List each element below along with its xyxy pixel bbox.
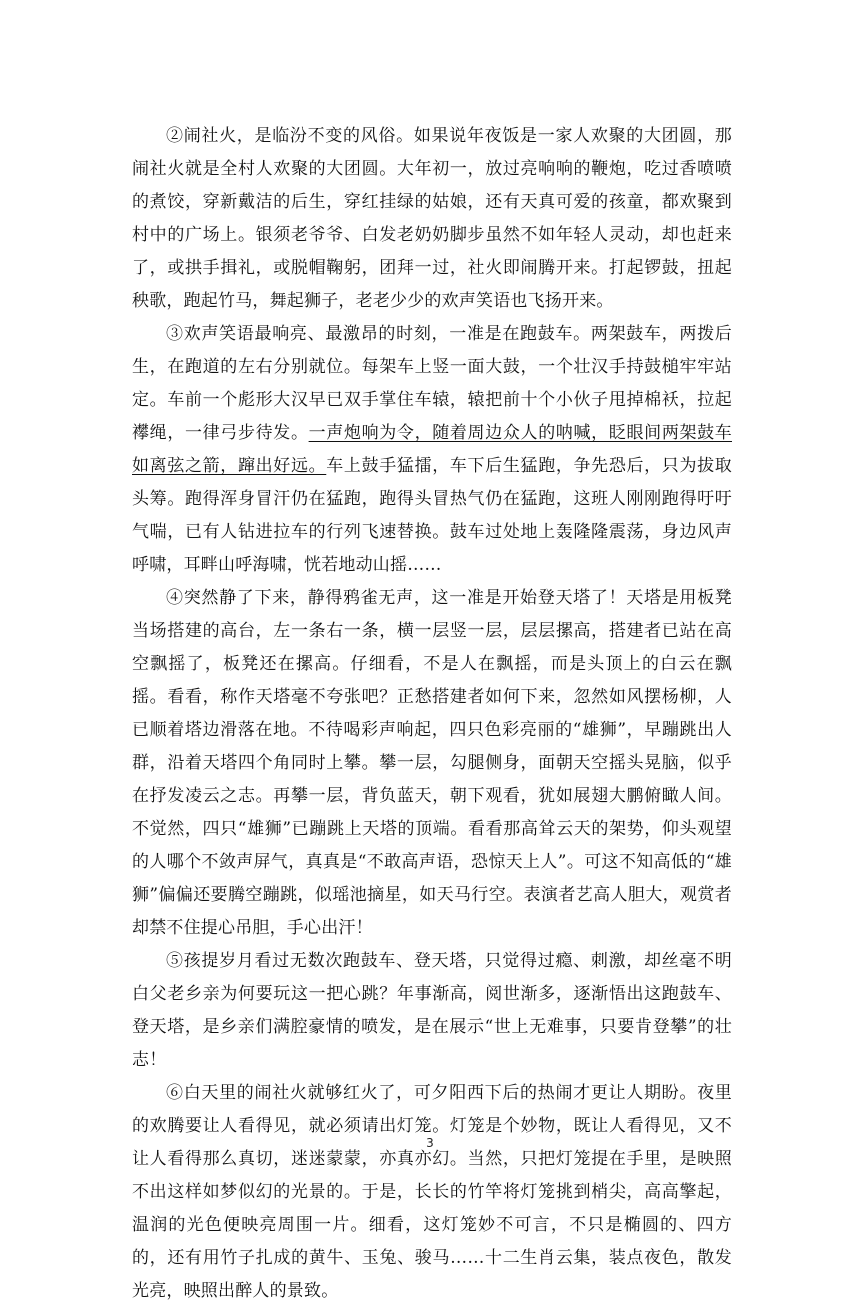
paragraph-5 — [132, 945, 732, 1077]
paragraph-3-text-b: 车上鼓手猛擂，车下后生猛跑，争先恐后，只为拔取头筹。跑得浑身冒汗仍在猛跑，跑得头冒热气仍在猛跑，这班人刚刚跑得吁吁气喘，已有人钻进拉车的行列飞速替换。鼓车过处地上轰隆隆震荡，身边风声呼啸，耳畔山呼海啸，恍若地动山摇…… — [132, 456, 732, 575]
page-number: 3 — [426, 1136, 434, 1150]
paragraph-2-text: ②闹社火，是临汾不变的风俗。如果说年夜饭是一家人欢聚的大团圆，那闹社火就是全村人欢聚的大团圆。大年初一，放过亮响响的鞭炮，吃过香喷喷的煮饺，穿新戴洁的后生，穿红挂绿的姑娘，还有天真可爱的孩童，都欢聚到村中的广场上。银须老爷爷、白发老奶奶脚步虽然不如年轻人灵动，却也赶来了，或拱手揖礼，或脱帽鞠躬，团拜一过，社火即闹腾开来。打起锣鼓，扭起秧歌，跑起竹马，舞起狮子，老老少少的欢声笑语也飞扬开来。 — [132, 126, 732, 311]
paragraph-3-underlined-sentence: 一声炮响为令，随着周边众人的呐喊，眨眼间两架鼓车如离弦之箭，蹿出好远。 — [132, 423, 732, 476]
paragraph-5-text: ⑤孩提岁月看过无数次跑鼓车、登天塔，只觉得过瘾、刺激，却丝毫不明白父老乡亲为何要玩这一把心跳？年事渐高，阅世渐多，逐渐悟出这跑鼓车、登天塔，是乡亲们满腔豪情的喷发，是在展示“世上无难事，只要肯登攀”的壮志！ — [132, 951, 732, 1070]
article-body — [132, 120, 732, 1308]
paragraph-4-text: ④突然静了下来，静得鸦雀无声，这一准是开始登天塔了！天塔是用板凳当场搭建的高台，左一条右一条，横一层竖一层，层层摞高，搭建者已站在高空飘摇了，板凳还在摞高。仔细看，不是人在飘摇，而是头顶上的白云在飘摇。看看，称作天塔毫不夸张吧？正愁搭建者如何下来，忽然如风摆杨柳，人已顺着塔边滑落在地。不待喝彩声响起，四只色彩亮丽的“雄狮”，早蹦跳出人群，沿着天塔四个角同时上攀。攀一层，勾腿侧身，面朝天空摇头晃脑，似乎在抒发凌云之志。再攀一层，背负蓝天，朝下观看，犹如展翅大鹏俯瞰人间。不觉然，四只“雄狮”已蹦跳上天塔的顶端。看看那高耸云天的架势，仰头观望的人哪个不敛声屏气，真真是“不敢高声语，恐惊天上人”。可这不知高低的“雄狮”偏偏还要腾空蹦跳，似瑶池摘星，如天马行空。表演者艺高人胆大，观赏者却禁不住提心吊胆，手心出汗！ — [132, 588, 732, 938]
paragraph-2 — [132, 120, 732, 318]
paragraph-3 — [132, 318, 732, 582]
paragraph-3-text-a: ③欢声笑语最响亮、最激昂的时刻，一准是在跑鼓车。两架鼓车，两拨后生，在跑道的左右分别就位。每架车上竖一面大鼓，一个壮汉手持鼓槌牢牢站定。车前一个彪形大汉早已双手掌住车辕，辕把前十个小伙子甩掉棉袄，拉起襻绳，一律弓步待发。 — [132, 324, 732, 443]
paragraph-4 — [132, 582, 732, 945]
paragraph-6 — [132, 1077, 732, 1308]
paragraph-6-text: ⑥白天里的闹社火就够红火了，可夕阳西下后的热闹才更让人期盼。夜里的欢腾要让人看得见，就必须请出灯笼。灯笼是个妙物，既让人看得见，又不让人看得那么真切，迷迷蒙蒙，亦真亦幻。当然，只把灯笼提在手里，是映照不出这样如梦似幻的光景的。于是，长长的竹竿将灯笼挑到梢尖，高高擎起，温润的光色便映亮周围一片。细看，这灯笼妙不可言，不只是椭圆的、四方的，还有用竹子扎成的黄牛、玉兔、骏马……十二生肖云集，装点夜色，散发光亮，映照出醉人的景致。 — [132, 1083, 732, 1301]
